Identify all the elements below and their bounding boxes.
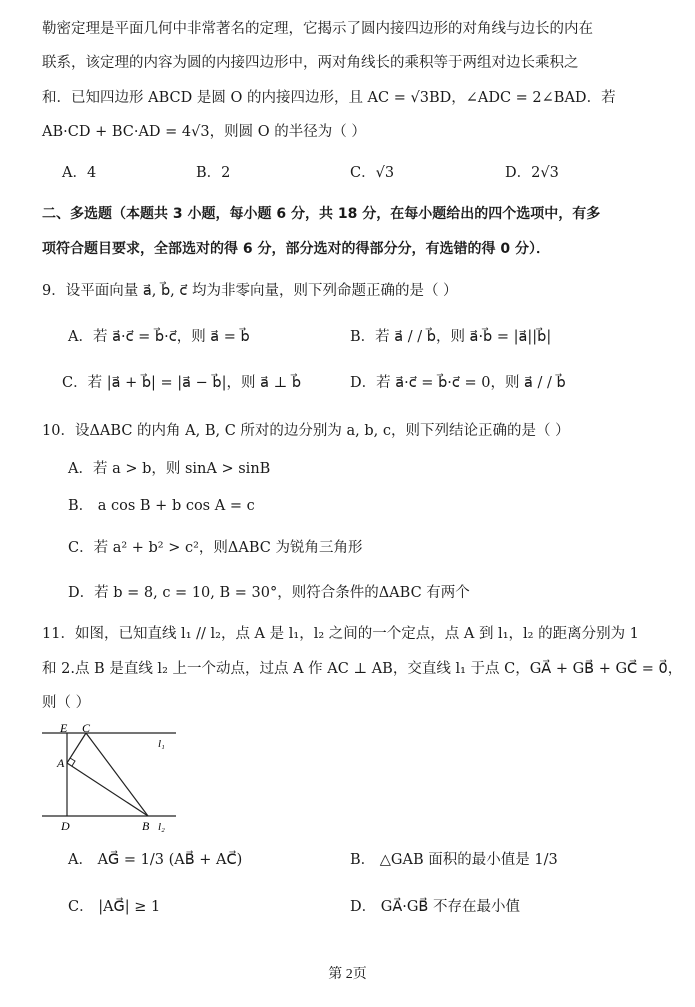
q10-option-b: B． a cos B + b cos A = c <box>68 498 255 514</box>
q8-line-3: 和．已知四边形 ABCD 是圆 O 的内接四边形，且 AC = √3BD，∠ADC = 2∠BAD．若 <box>42 90 616 106</box>
segment-ab <box>67 763 148 816</box>
label-d: D <box>61 819 70 833</box>
section-heading-line-2: 项符合题目要求，全部选对的得 6 分，部分选对的得部分分，有选错的得 0 分）． <box>42 241 550 257</box>
q11-option-a: A． AG⃗ = 1/3 (AB⃗ + AC⃗) <box>68 852 243 868</box>
q8-line-1: 勒密定理是平面几何中非常著名的定理，它揭示了圆内接四边形的对角线与边长的内在 <box>42 21 593 37</box>
label-c: C <box>82 722 91 735</box>
q10-option-c: C．若 a² + b² > c²，则ΔABC 为锐角三角形 <box>68 540 363 556</box>
label-e: E <box>60 722 68 735</box>
q9-option-d: D．若 a⃗·c⃗ = b⃗·c⃗ = 0，则 a⃗ / / b⃗ <box>350 375 566 391</box>
label-l2: l₂ <box>158 821 165 833</box>
q8-option-b: B．2 <box>196 165 231 181</box>
segment-cb <box>86 733 148 816</box>
q8-option-a: A．4 <box>62 165 97 181</box>
label-l1: l₁ <box>158 738 165 750</box>
q8-option-c: C．√3 <box>350 165 395 181</box>
q9-option-b: B．若 a⃗ / / b⃗，则 a⃗·b⃗ = |a⃗||b⃗| <box>350 329 552 345</box>
q9-option-a: A．若 a⃗·c⃗ = b⃗·c⃗，则 a⃗ = b⃗ <box>68 329 250 345</box>
section-heading-line-1: 二、多选题（本题共 3 小题，每小题 6 分，共 18 分，在每小题给出的四个选项中，有多 <box>42 206 601 222</box>
q8-option-d: D．2√3 <box>505 165 559 181</box>
label-b: B <box>142 819 150 833</box>
q11-option-c: C． |AG⃗| ≥ 1 <box>68 899 161 915</box>
q8-line-2: 联系，该定理的内容为圆的内接四边形中，两对角线长的乘积等于两组对边长乘积之 <box>42 55 579 71</box>
q8-line-4: AB·CD + BC·AD = 4√3，则圆 O 的半径为（ ） <box>42 124 366 140</box>
segment-ac <box>67 733 86 763</box>
page-footer: 第 2页 <box>328 967 367 982</box>
q10-option-d: D．若 b = 8, c = 10, B = 30°，则符合条件的ΔABC 有两个 <box>68 585 470 601</box>
q10-option-a: A．若 a > b，则 sinA > sinB <box>68 461 271 477</box>
q9-stem: 9．设平面向量 a⃗, b⃗, c⃗ 均为非零向量，则下列命题正确的是（ ） <box>42 283 458 299</box>
label-a: A <box>57 756 65 770</box>
q9-option-c: C．若 |a⃗ + b⃗| = |a⃗ − b⃗|，则 a⃗ ⊥ b⃗ <box>62 375 302 391</box>
q11-line-2: 和 2.点 B 是直线 l₂ 上一个动点，过点 A 作 AC ⊥ AB，交直线 l₁ 于点 C，GA⃗ + GB⃗ + GC⃗ = 0⃗， <box>42 661 683 677</box>
q11-option-d: D． GA⃗·GB⃗ 不存在最小值 <box>350 899 520 915</box>
q10-stem: 10．设ΔABC 的内角 A, B, C 所对的边分别为 a, b, c，则下列结论正确的是（ ） <box>42 423 570 439</box>
q11-line-1: 11．如图，已知直线 l₁ // l₂，点 A 是 l₁，l₂ 之间的一个定点，点 A 到 l₁，l₂ 的距离分别为 1 <box>42 626 639 642</box>
geometry-figure <box>40 722 180 834</box>
q11-line-3: 则（ ） <box>42 695 91 711</box>
q11-option-b: B． △GAB 面积的最小值是 1/3 <box>350 852 558 868</box>
